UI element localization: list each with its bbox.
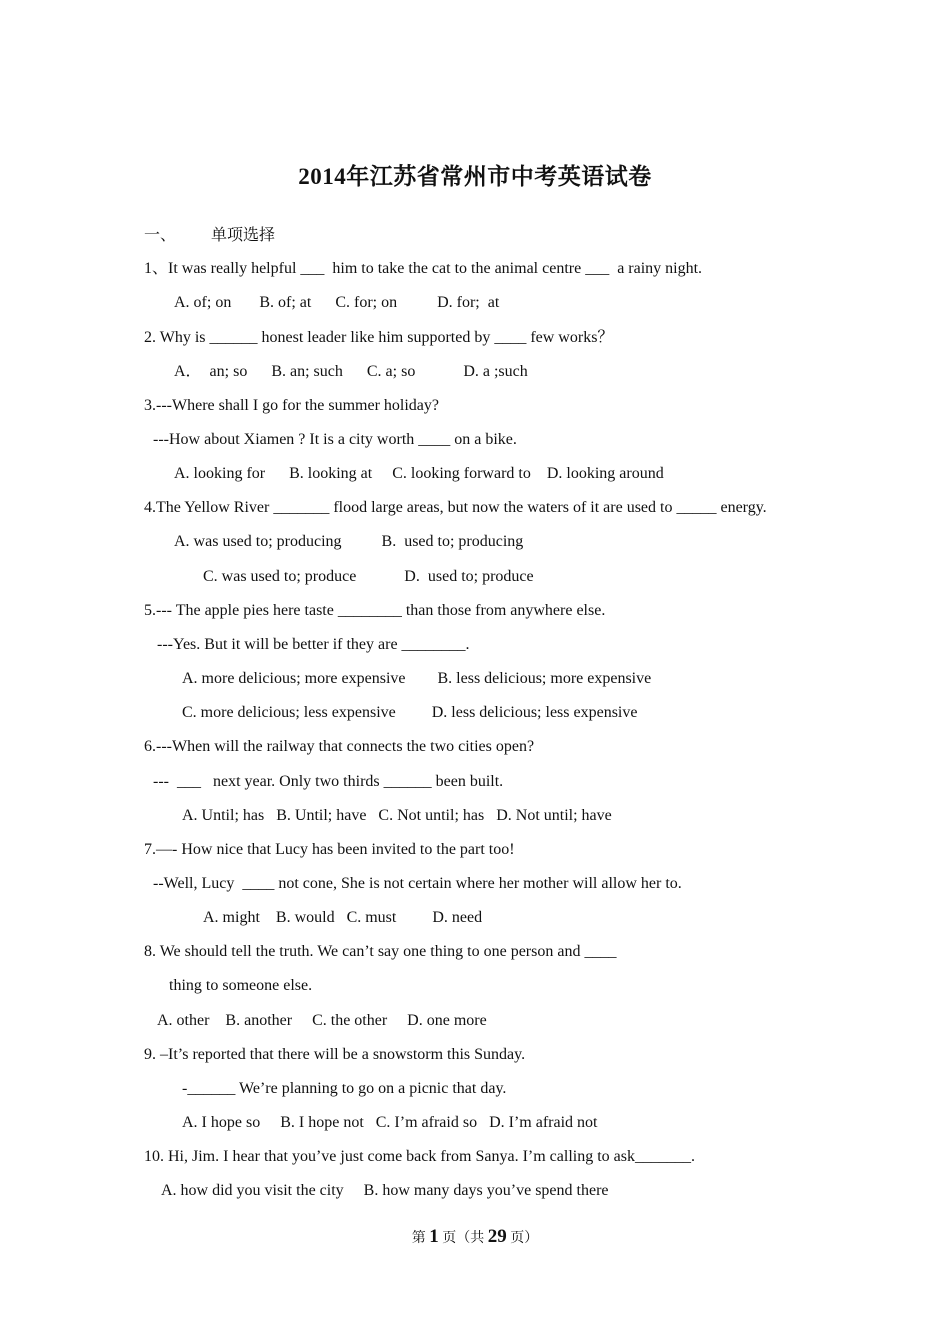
question-2-options: A． an; so B. an; such C. a; so D. a ;such <box>174 363 528 380</box>
question-10: 10. Hi, Jim. I hear that you’ve just come back from Sanya. I’m calling to ask_______. <box>144 1148 695 1165</box>
question-6: 6.---When will the railway that connects the two cities open? <box>144 738 535 755</box>
question-5-options-cd: C. more delicious; less expensive D. less delicious; less expensive <box>182 704 638 721</box>
footer-page-number: 1 <box>429 1226 439 1247</box>
question-1: 1、It was really helpful ___ him to take the cat to the animal centre ___ a rainy night. <box>144 260 703 277</box>
section-heading <box>144 226 275 246</box>
question-1-options: A. of; on B. of; at C. for; on D. for; at <box>174 294 500 311</box>
question-3: 3.---Where shall I go for the summer holiday? <box>144 397 440 414</box>
question-10-options-ab: A. how did you visit the city B. how many days you’ve spend there <box>161 1182 609 1199</box>
question-5-options-ab: A. more delicious; more expensive B. less delicious; more expensive <box>182 670 652 687</box>
question-7-reply: --Well, Lucy ____ not cone, She is not certain where her mother will allow her to. <box>153 875 682 892</box>
footer-middle: 页（共 <box>442 1231 485 1246</box>
question-7: 7.—- How nice that Lucy has been invited to the part too! <box>144 841 515 858</box>
question-2: 2. Why is ______ honest leader like him supported by ____ few works？ <box>144 329 614 346</box>
question-8-options: A. other B. another C. the other D. one more <box>157 1012 487 1029</box>
question-4: 4.The Yellow River _______ flood large areas, but now the waters of it are used to _____ energy. <box>144 499 767 516</box>
section-label: 单项选择 <box>211 227 276 244</box>
question-6-options: A. Until; has B. Until; have C. Not until; has D. Not until; have <box>182 807 612 824</box>
page-footer <box>0 1226 950 1248</box>
section-number: 一、 <box>144 227 177 244</box>
question-7-options: A. might B. would C. must D. need <box>203 909 483 926</box>
question-6-reply: --- ___ next year. Only two thirds ______ been built. <box>153 773 504 790</box>
question-3-reply: ---How about Xiamen ? It is a city worth ____ on a bike. <box>153 431 517 448</box>
question-3-options: A. looking for B. looking at C. looking forward to D. looking around <box>174 465 664 482</box>
question-8-continued: thing to someone else. <box>169 977 313 994</box>
question-8: 8. We should tell the truth. We can’t say one thing to one person and ____ <box>144 943 617 960</box>
footer-total-pages: 29 <box>487 1226 507 1247</box>
question-4-options-ab: A. was used to; producing B. used to; producing <box>174 533 524 550</box>
question-5: 5.--- The apple pies here taste ________ than those from anywhere else. <box>144 602 606 619</box>
question-9-reply: -______ We’re planning to go on a picnic that day. <box>182 1080 507 1097</box>
question-4-options-cd: C. was used to; produce D. used to; produce <box>203 568 534 585</box>
question-9-options: A. I hope so B. I hope not C. I’m afraid so D. I’m afraid not <box>182 1114 598 1131</box>
question-9: 9. –It’s reported that there will be a snowstorm this Sunday. <box>144 1046 526 1063</box>
footer-suffix: 页） <box>510 1231 539 1246</box>
question-5-reply: ---Yes. But it will be better if they are ________. <box>157 636 470 653</box>
footer-prefix: 第 <box>411 1231 426 1246</box>
page-title: 2014年江苏省常州市中考英语试卷 <box>298 164 652 189</box>
